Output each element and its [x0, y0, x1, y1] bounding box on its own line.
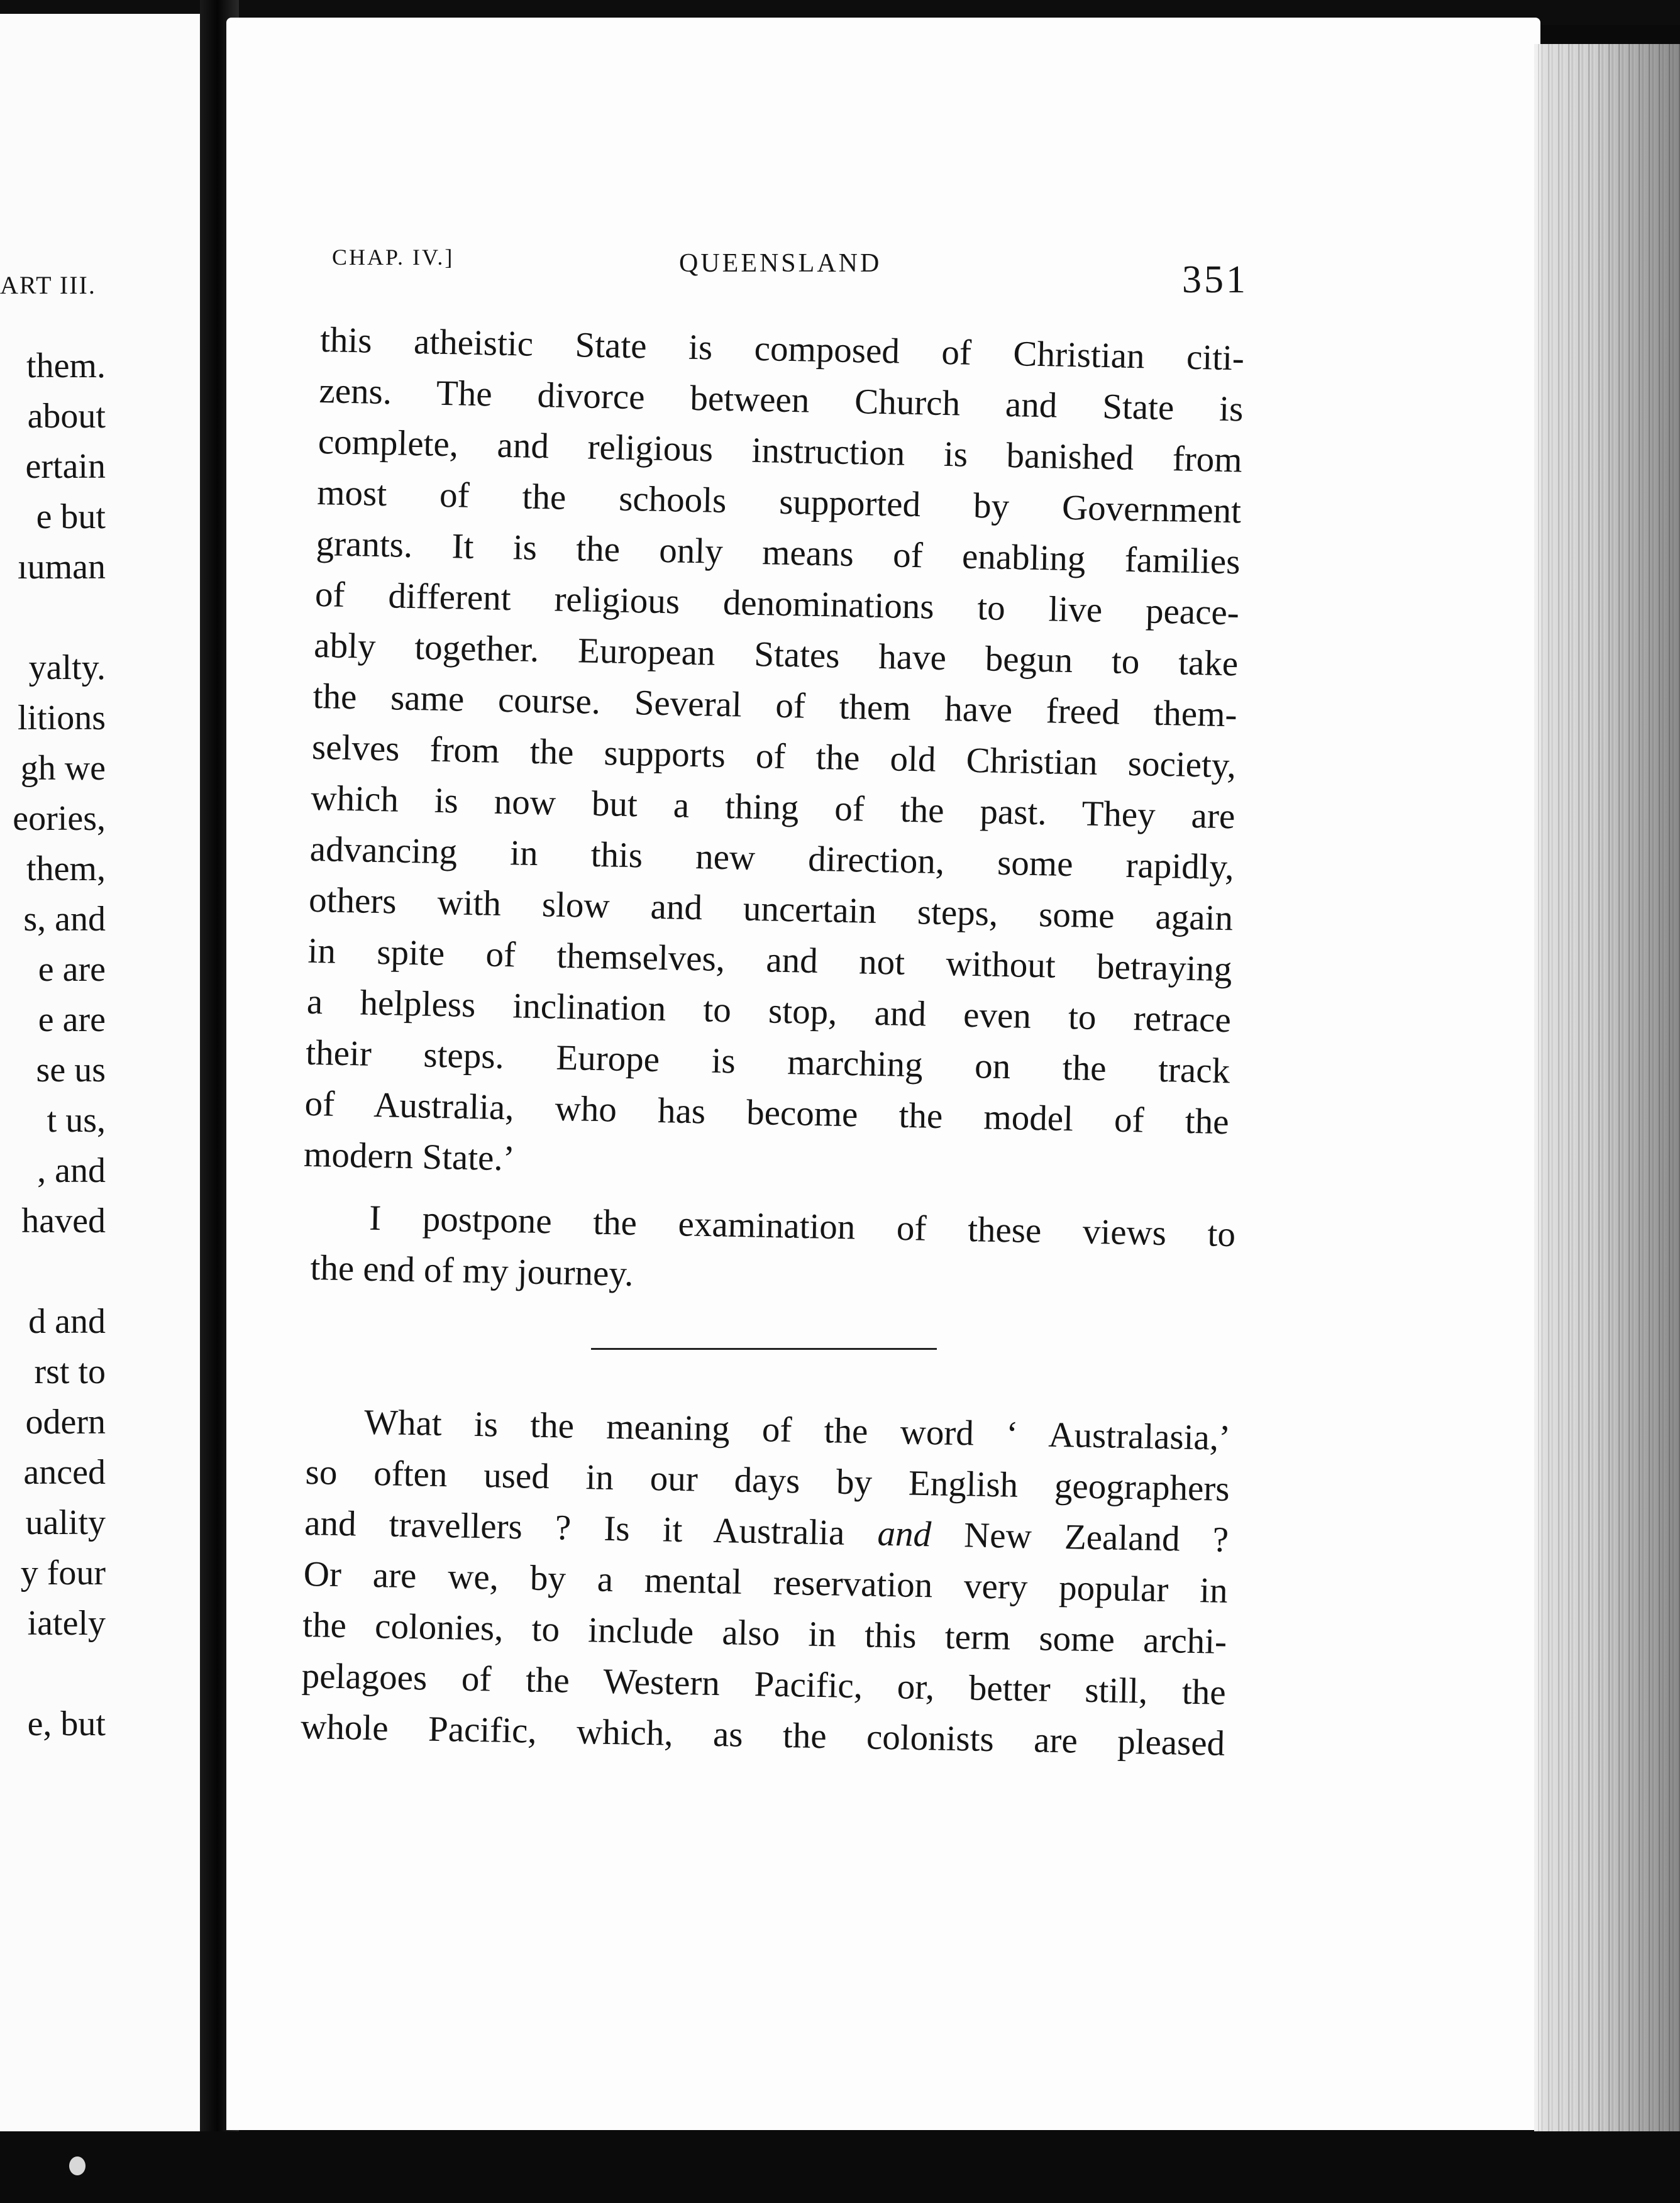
previous-page-line-fragment: ertain — [25, 447, 106, 486]
text-line: grants. It is the only means of enabling families — [316, 523, 1241, 582]
text-line: their steps. Europe is marching on the track — [305, 1032, 1230, 1091]
text-line: the colonies, to include also in this term some archi- — [302, 1604, 1227, 1662]
previous-page-line-fragment: odern — [25, 1403, 106, 1442]
previous-page-line-fragment: iately — [27, 1604, 106, 1643]
text-line: zens. The divorce between Church and State is — [318, 370, 1244, 429]
previous-page — [0, 14, 200, 2164]
previous-page-line-fragment: y four — [20, 1554, 106, 1593]
previous-page-line-fragment: e are — [38, 1000, 106, 1039]
previous-page-line-fragment: e, but — [27, 1704, 106, 1743]
previous-page-line-fragment: e but — [36, 497, 106, 536]
previous-page-line-fragment: about — [27, 397, 106, 436]
previous-page-line-fragment: haved — [21, 1201, 106, 1240]
previous-page-line-fragment: , and — [37, 1151, 106, 1190]
text-line: whole Pacific, which, as the colonists are pleased — [300, 1706, 1225, 1764]
previous-page-line-fragment: ıuman — [18, 548, 106, 587]
text-line: others with slow and uncertain steps, some again — [308, 880, 1234, 939]
text-line: most of the schools supported by Government — [316, 472, 1242, 531]
text-line: the same course. Several of them have freed them- — [312, 676, 1238, 735]
text-line: this atheistic State is composed of Christian citi- — [319, 319, 1245, 378]
text-line: complete, and religious instruction is banished from — [318, 421, 1243, 480]
text-line: modern State.’ — [303, 1134, 516, 1179]
previous-page-line-fragment: rst to — [34, 1352, 106, 1391]
previous-page-line-fragment: eories, — [13, 799, 106, 838]
text-line: pelagoes of the Western Pacific, or, better still, the — [301, 1655, 1227, 1713]
paragraph-1 — [303, 314, 1244, 1198]
text-line: ably together. European States have begun to take — [313, 625, 1239, 684]
previous-page-line-fragment: s, and — [23, 900, 106, 939]
previous-page-line-fragment: gh we — [20, 749, 106, 788]
text-line: of different religious denominations to live peace- — [314, 574, 1240, 633]
text-line: advancing in this new direction, some rapidly, — [309, 829, 1235, 888]
running-title: QUEENSLAND — [679, 249, 882, 278]
text-line: which is now but a thing of the past. They are — [310, 778, 1235, 837]
scan-spot — [69, 2156, 86, 2175]
page-edges-shading — [1534, 44, 1680, 2144]
paragraph-3 — [301, 1396, 1231, 1769]
text-line: I postpone the examination of these views to — [368, 1198, 1236, 1255]
text-line: selves from the supports of the old Christian society, — [311, 727, 1237, 786]
previous-page-line-fragment: litions — [17, 698, 106, 737]
text-line: and travellers ? Is it Australia and New Zealand ? — [304, 1503, 1229, 1560]
section-divider-rule — [591, 1348, 937, 1350]
previous-page-line-fragment: yalty. — [28, 648, 106, 687]
text-line: the end of my journey. — [310, 1247, 634, 1294]
text-line: Or are we, by a mental reservation very popular in — [303, 1554, 1229, 1611]
previous-page-line-fragment: t us, — [47, 1101, 106, 1140]
text-line: so often used in our days by English geographers — [305, 1452, 1230, 1509]
paragraph-2 — [310, 1191, 1236, 1311]
scan-bottom-border — [0, 2131, 1680, 2203]
previous-page-line-fragment: them. — [26, 346, 106, 385]
previous-page-line-fragment: se us — [36, 1051, 106, 1090]
page-number: 351 — [1182, 258, 1248, 301]
previous-page-line-fragment: d and — [28, 1302, 106, 1341]
previous-page-line-fragment: uality — [25, 1503, 106, 1542]
previous-page-line-fragment: anced — [23, 1453, 106, 1492]
italic-word: and — [876, 1513, 932, 1555]
chapter-label: CHAP. IV.] — [332, 245, 455, 270]
previous-page-running-head: ART III. — [0, 271, 96, 299]
text-line: in spite of themselves, and not without betraying — [307, 930, 1233, 990]
previous-page-line-fragment: them, — [26, 849, 106, 888]
previous-page-line-fragment: e are — [38, 950, 106, 989]
text-line: of Australia, who has become the model of the — [304, 1083, 1230, 1142]
text-line: a helpless inclination to stop, and even to retrace — [306, 981, 1232, 1041]
text-line: What is the meaning of the word ‘ Australasia,’ — [363, 1402, 1231, 1458]
